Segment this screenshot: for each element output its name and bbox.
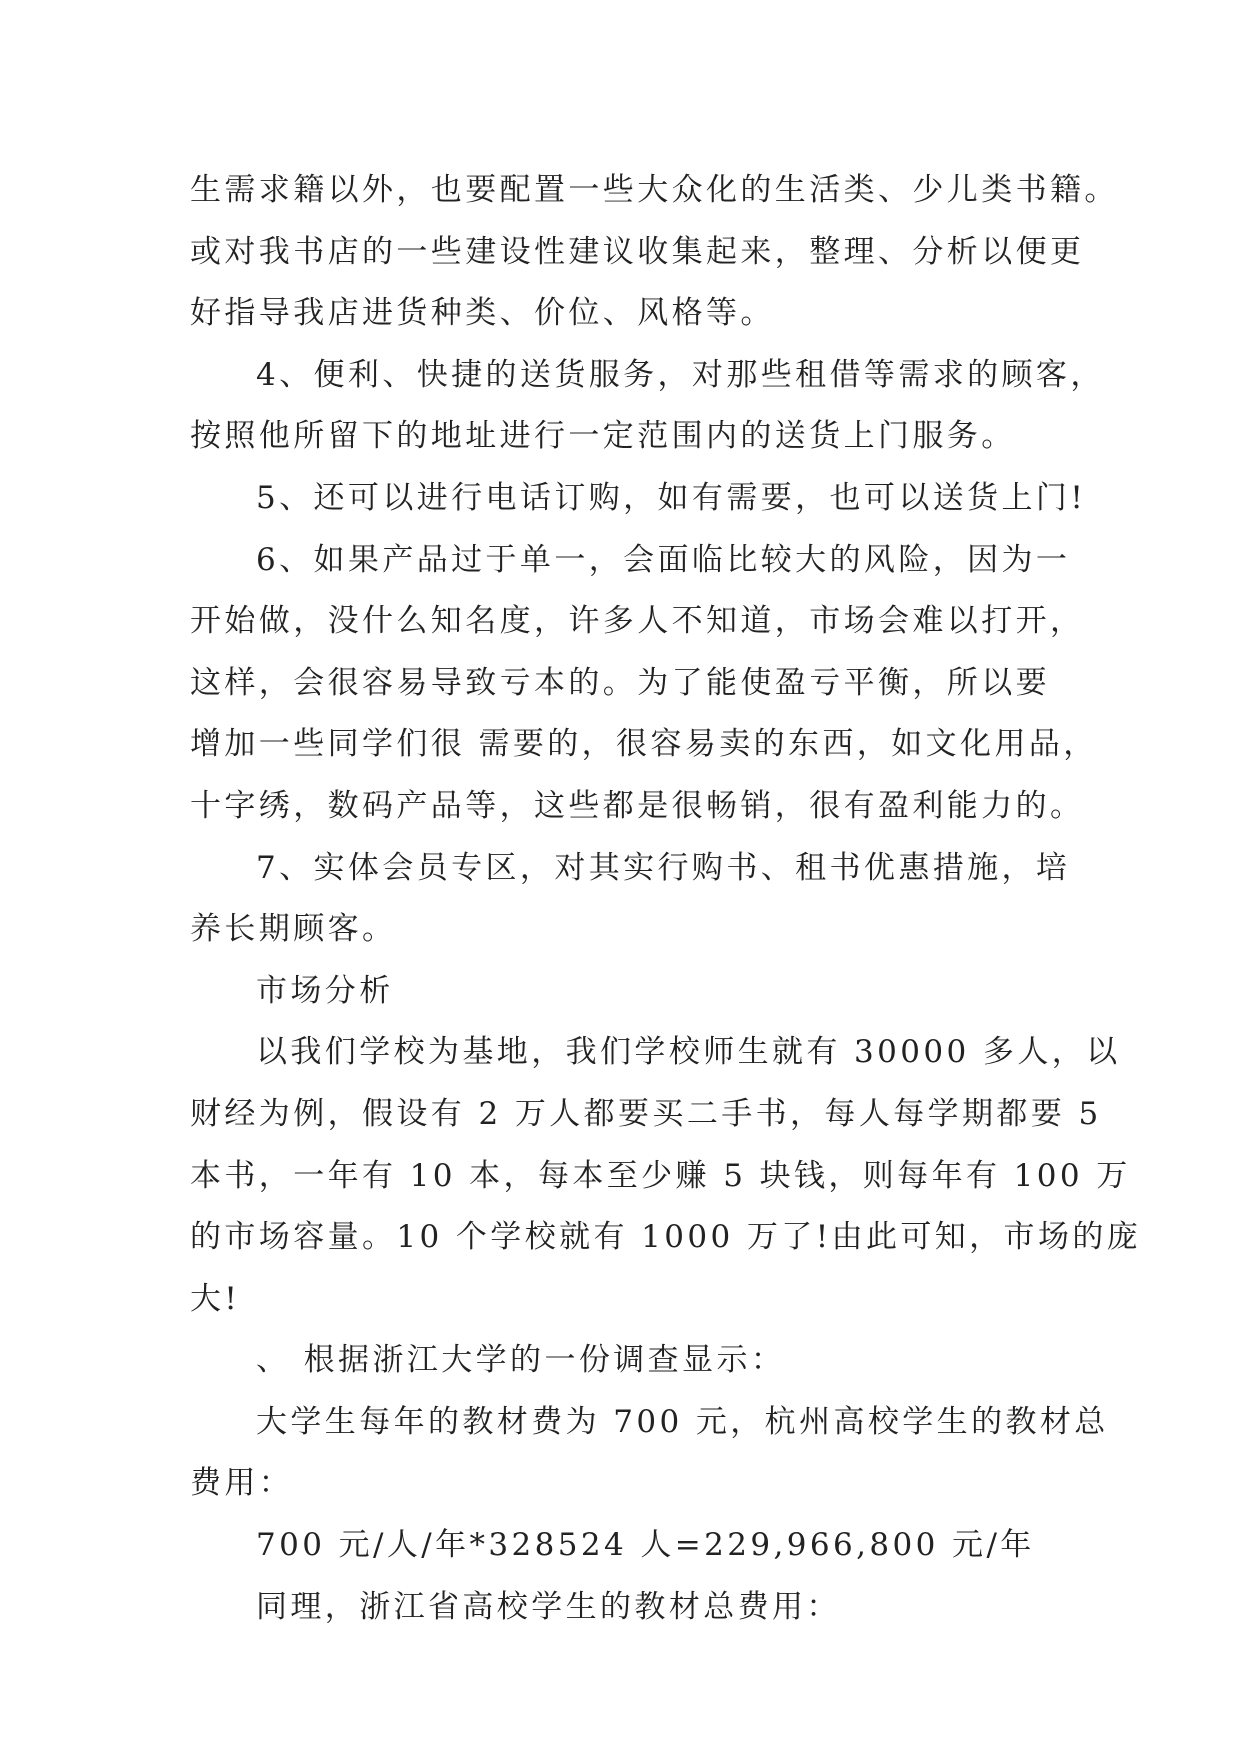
text-line: 5、还可以进行电话订购，如有需要，也可以送货上门! bbox=[256, 479, 1087, 516]
text-line: 财经为例，假设有 2 万人都要买二手书，每人每学期都要 5 bbox=[190, 1095, 1102, 1132]
text-line: 的市场容量。10 个学校就有 1000 万了!由此可知，市场的庞 bbox=[190, 1219, 1142, 1256]
text-line: 或对我书店的一些建设性建议收集起来，整理、分析以便更 bbox=[190, 233, 1085, 270]
text-line: 7、实体会员专区，对其实行购书、租书优惠措施，培 bbox=[256, 849, 1071, 886]
text-line: 十字绣，数码产品等，这些都是很畅销，很有盈利能力的。 bbox=[190, 787, 1085, 824]
text-line: 增加一些同学们很 需要的，很容易卖的东西，如文化用品， bbox=[190, 726, 1098, 763]
text-line: 同理，浙江省高校学生的教材总费用： bbox=[256, 1588, 841, 1625]
text-line: 好指导我店进货种类、价位、风格等。 bbox=[190, 295, 775, 332]
text-line: 这样，会很容易导致亏本的。为了能使盈亏平衡，所以要 bbox=[190, 664, 1050, 701]
text-line: 4、便利、快捷的送货服务，对那些租借等需求的顾客， bbox=[256, 356, 1105, 393]
text-line: 开始做，没什么知名度，许多人不知道，市场会难以打开， bbox=[190, 603, 1085, 640]
document-body bbox=[190, 160, 1142, 1638]
text-line: 市场分析 bbox=[256, 972, 394, 1009]
text-line: 、 根据浙江大学的一份调查显示： bbox=[256, 1342, 786, 1379]
text-line: 以我们学校为基地，我们学校师生就有 30000 多人，以 bbox=[256, 1034, 1121, 1071]
text-line: 养长期顾客。 bbox=[190, 911, 397, 948]
text-line: 6、如果产品过于单一，会面临比较大的风险，因为一 bbox=[256, 541, 1071, 578]
text-line: 按照他所留下的地址进行一定范围内的送货上门服务。 bbox=[190, 418, 1016, 455]
text-line: 本书，一年有 10 本，每本至少赚 5 块钱，则每年有 100 万 bbox=[190, 1157, 1131, 1194]
text-line: 700 元/人/年*328524 人=229,966,800 元/年 bbox=[256, 1527, 1035, 1564]
text-line: 生需求籍以外，也要配置一些大众化的生活类、少儿类书籍。 bbox=[190, 172, 1119, 208]
text-line: 大学生每年的教材费为 700 元，杭州高校学生的教材总 bbox=[256, 1403, 1109, 1440]
text-line: 费用： bbox=[190, 1465, 294, 1502]
text-line: 大! bbox=[190, 1280, 241, 1317]
